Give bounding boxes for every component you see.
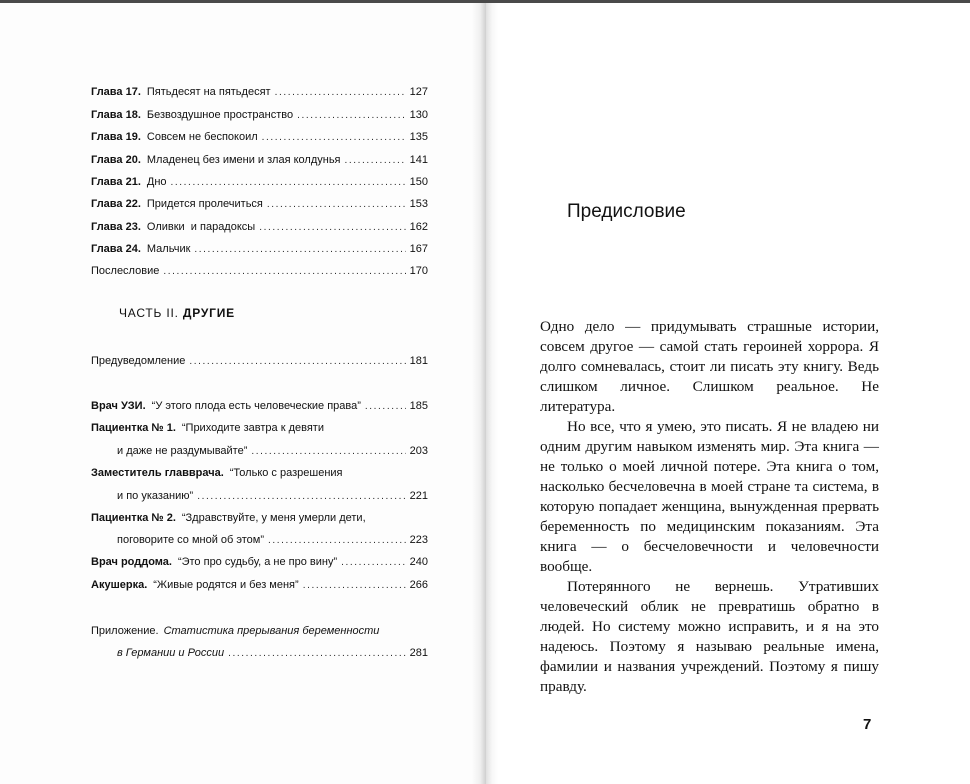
toc-entry-afterword[interactable]: Послесловие ..... 170 [91, 263, 428, 279]
toc-entry-notice[interactable]: Предуведомление ..... 181 [91, 353, 428, 369]
toc-entry-chapter-18[interactable]: Глава 18. Безвоздушное пространство ..... 130 [91, 107, 428, 123]
dot-leader [251, 444, 405, 460]
toc-entry-chapter-24[interactable]: Глава 24. Мальчик ..... 167 [91, 241, 428, 257]
dot-leader [262, 130, 406, 146]
toc-entry-deputy-chief[interactable]: Заместитель главврача. “Только с разрешения [91, 467, 343, 479]
chapter-title: Предисловие [567, 201, 686, 222]
preface-text [540, 317, 879, 697]
toc-entry-patient-1-cont[interactable]: и даже не раздумывайте” ..... 203 [117, 443, 428, 459]
part-2-heading: ЧАСТЬ II. ДРУГИЕ [119, 306, 235, 320]
dot-leader [268, 533, 406, 549]
dot-leader [171, 175, 406, 191]
dot-leader [163, 264, 405, 280]
dot-leader [345, 153, 406, 169]
toc-entry-chapter-19[interactable]: Глава 19. Совсем не беспокоил ..... 135 [91, 129, 428, 145]
toc-entry-deputy-chief-cont[interactable]: и по указанию” ..... 221 [117, 488, 428, 504]
toc-entry-appendix[interactable]: Приложение. Статистика прерывания беременности [91, 625, 380, 637]
dot-leader [297, 108, 406, 124]
toc-entry-patient-2[interactable]: Пациентка № 2. “Здравствуйте, у меня умерли дети, [91, 512, 366, 524]
gutter-shadow-right [486, 3, 498, 784]
dot-leader [267, 197, 406, 213]
dot-leader [259, 220, 405, 236]
dot-leader [303, 578, 406, 594]
dot-leader [341, 555, 406, 571]
toc-entry-chapter-20[interactable]: Глава 20. Младенец без имени и злая колдунья ..... 141 [91, 152, 428, 168]
gutter-shadow-left [472, 3, 486, 784]
dot-leader [228, 646, 405, 662]
toc-entry-midwife[interactable]: Акушерка. “Живые родятся и без меня” ..... 266 [91, 577, 428, 593]
paragraph: Но все, что я умею, это писать. Я не владею ни одним другим навыком изменять мир. Эта книга — не только о моей личной потере. Эта книга о том, насколько бесчеловечна в моей стране та система, в которую попадает женщина, вынужденная прервать беременность по медицинским показаниям. Эта книга — о бесчеловечности и человечности вообще. [540, 418, 879, 575]
paragraph: Одно дело — придумывать страшные истории, совсем другое — самой стать героиней хоррора. Я долго сомневалась, стоит ли писать эту книгу. Ведь слишком личное. Слишком реальное. Не литература. [540, 318, 879, 415]
toc-entry-patient-2-cont[interactable]: поговорите со мной об этом” ..... 223 [117, 532, 428, 548]
toc-entry-chapter-21[interactable]: Глава 21. Дно ..... 150 [91, 174, 428, 190]
toc-entry-appendix-cont[interactable]: в Германии и России ..... 281 [117, 645, 428, 661]
toc-entry-chapter-17[interactable]: Глава 17. Пятьдесят на пятьдесят ..... 127 [91, 84, 428, 100]
toc-entry-maternity-doctor[interactable]: Врач роддома. “Это про судьбу, а не про вину” ..... 240 [91, 554, 428, 570]
toc-entry-chapter-22[interactable]: Глава 22. Придется пролечиться ..... 153 [91, 196, 428, 212]
page-number: 7 [863, 716, 872, 733]
dot-leader [365, 399, 406, 415]
dot-leader [275, 85, 406, 101]
toc-entry-patient-1[interactable]: Пациентка № 1. “Приходите завтра к девяти [91, 422, 324, 434]
dot-leader [194, 242, 405, 258]
toc-entry-chapter-23[interactable]: Глава 23. Оливки и парадоксы ..... 162 [91, 219, 428, 235]
toc-entry-ultrasound-doctor[interactable]: Врач УЗИ. “У этого плода есть человеческие права” ..... 185 [91, 398, 428, 414]
paragraph: Потерянного не вернешь. Утративших человеческий облик не превратишь обратно в людей. Но систему можно исправить, и я на это надеюсь. Поэтому я называю реальные имена, фамилии и названия учреждений. Поэтому я пишу правду. [540, 578, 879, 695]
dot-leader [189, 354, 405, 370]
dot-leader [197, 489, 405, 505]
